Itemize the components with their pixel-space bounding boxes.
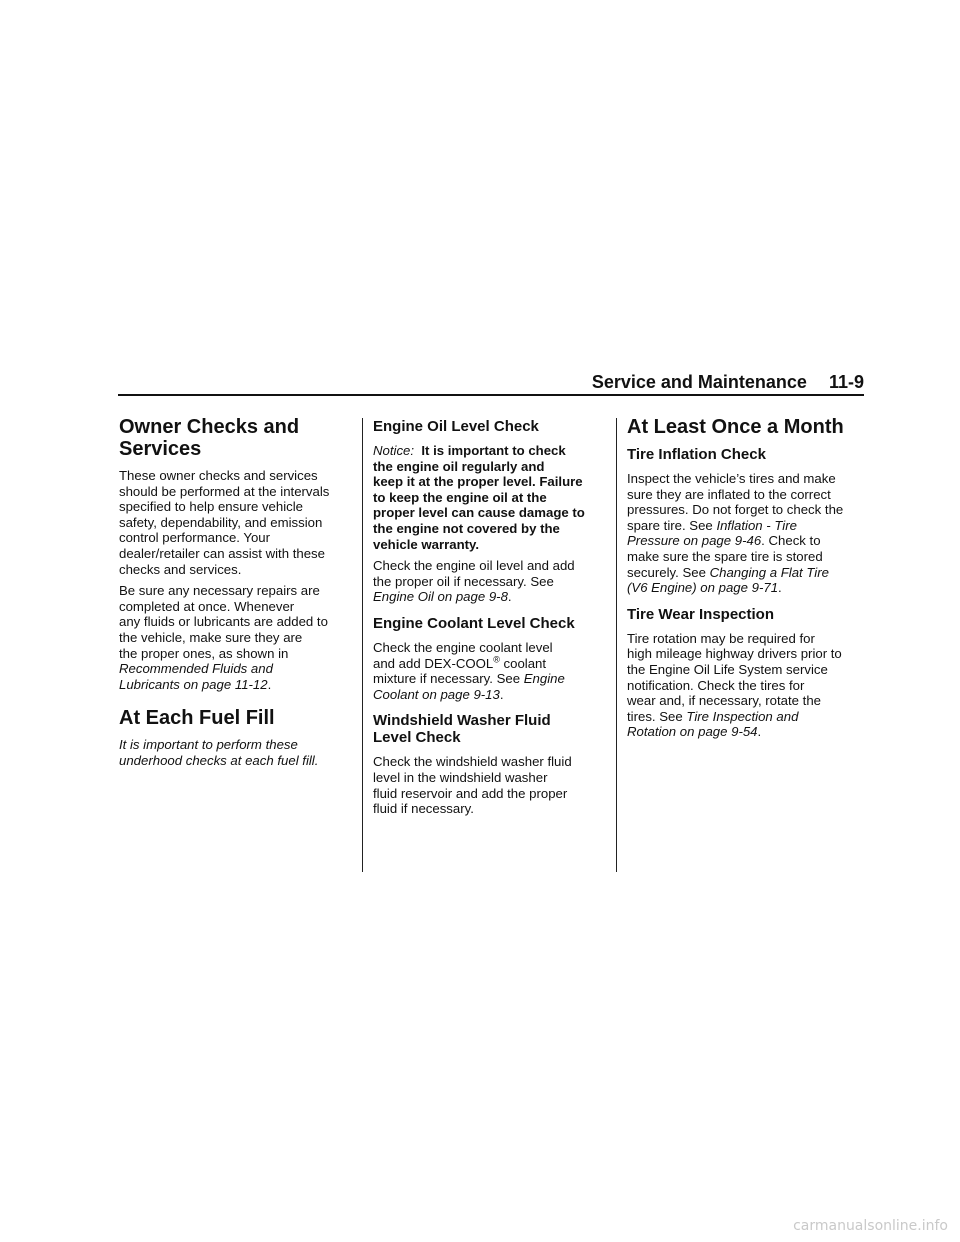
- fuel-fill-paragraph: It is important to perform these underhood checks at each fuel fill.: [119, 737, 319, 768]
- inflation-tire-pressure-link[interactable]: Inflation - Tire Pressure on page 9-46: [627, 517, 797, 549]
- fuel-fill-heading: At Each Fuel Fill: [119, 707, 275, 730]
- column-2: [373, 416, 605, 817]
- repairs-paragraph: Be sure any necessary repairs are completed at once. Whenever any fluids or lubricants are added to the vehicle, make sure they are the proper ones, as shown in Recommended Fluids and Lubricants on page 11-12.: [119, 583, 328, 692]
- tire-wear-heading: Tire Wear Inspection: [627, 605, 774, 623]
- washer-fluid-heading: Windshield Washer Fluid Level Check: [373, 712, 551, 747]
- fluids-lubricants-link[interactable]: Recommended Fluids and Lubricants on page 11-12: [119, 661, 273, 692]
- engine-oil-link[interactable]: Engine Oil on page 9-8: [373, 589, 508, 605]
- engine-coolant-link[interactable]: Engine Coolant on page 9-13: [373, 671, 565, 702]
- page-number: 11-9: [828, 372, 864, 392]
- notice-label: Notice:: [373, 443, 415, 458]
- tire-inflation-paragraph: Inspect the vehicle’s tires and make sure they are inflated to the correct pressures. Do not forget to check the spare tire. See Inflation - Tire Pressure on page 9-46. Check to make sure the spare tire is stored securely. See Changing a Flat Tire (V6 Engine) on page 9-71.: [627, 471, 844, 596]
- tire-inflation-heading: Tire Inflation Check: [627, 446, 766, 463]
- owner-checks-heading: Owner Checks and Services: [119, 416, 300, 460]
- watermark-footer: carmanualsonline.info: [793, 1218, 948, 1234]
- column-1: [119, 416, 351, 769]
- page-header: [118, 371, 864, 393]
- column-divider-1: [362, 418, 363, 872]
- once-a-month-heading: At Least Once a Month: [627, 416, 844, 438]
- column-3: [627, 416, 863, 740]
- section-title: Service and Maintenance: [591, 372, 807, 392]
- oil-notice: Notice: It is important to check the engine oil regularly and keep it at the proper level. Failure to keep the engine oil at the proper level can cause damage to the engine not covered by the vehicle warranty.: [373, 443, 585, 552]
- washer-paragraph: Check the windshield washer fluid level in the windshield washer fluid reservoir and add the proper fluid if necessary.: [373, 754, 572, 817]
- changing-flat-tire-link[interactable]: Changing a Flat Tire (V6 Engine) on page 9-71: [627, 564, 829, 596]
- header-rule: [118, 394, 864, 396]
- registered-mark: ®: [493, 654, 500, 665]
- tire-wear-paragraph: Tire rotation may be required for high mileage highway drivers prior to the Engine Oil Life System service notification. Check the tires for wear and, if necessary, rotate the tires. See Tire Inspection and Rotation on page 9-54.: [627, 630, 842, 740]
- engine-coolant-heading: Engine Coolant Level Check: [373, 614, 575, 632]
- column-divider-2: [616, 418, 617, 872]
- owner-checks-paragraph: These owner checks and services should be performed at the intervals specified to help ensure vehicle safety, dependability, and emission control performance. Your dealer/retailer can assist with these checks and services.: [119, 468, 330, 577]
- coolant-paragraph: Check the engine coolant level and add DEX-COOL® coolant mixture if necessary. See Engine Coolant on page 9-13.: [373, 639, 565, 702]
- oil-check-paragraph: Check the engine oil level and add the proper oil if necessary. See Engine Oil on page 9-8.: [373, 558, 575, 605]
- engine-oil-heading: Engine Oil Level Check: [373, 418, 539, 435]
- tire-inspection-rotation-link[interactable]: Tire Inspection and Rotation on page 9-54: [627, 708, 799, 740]
